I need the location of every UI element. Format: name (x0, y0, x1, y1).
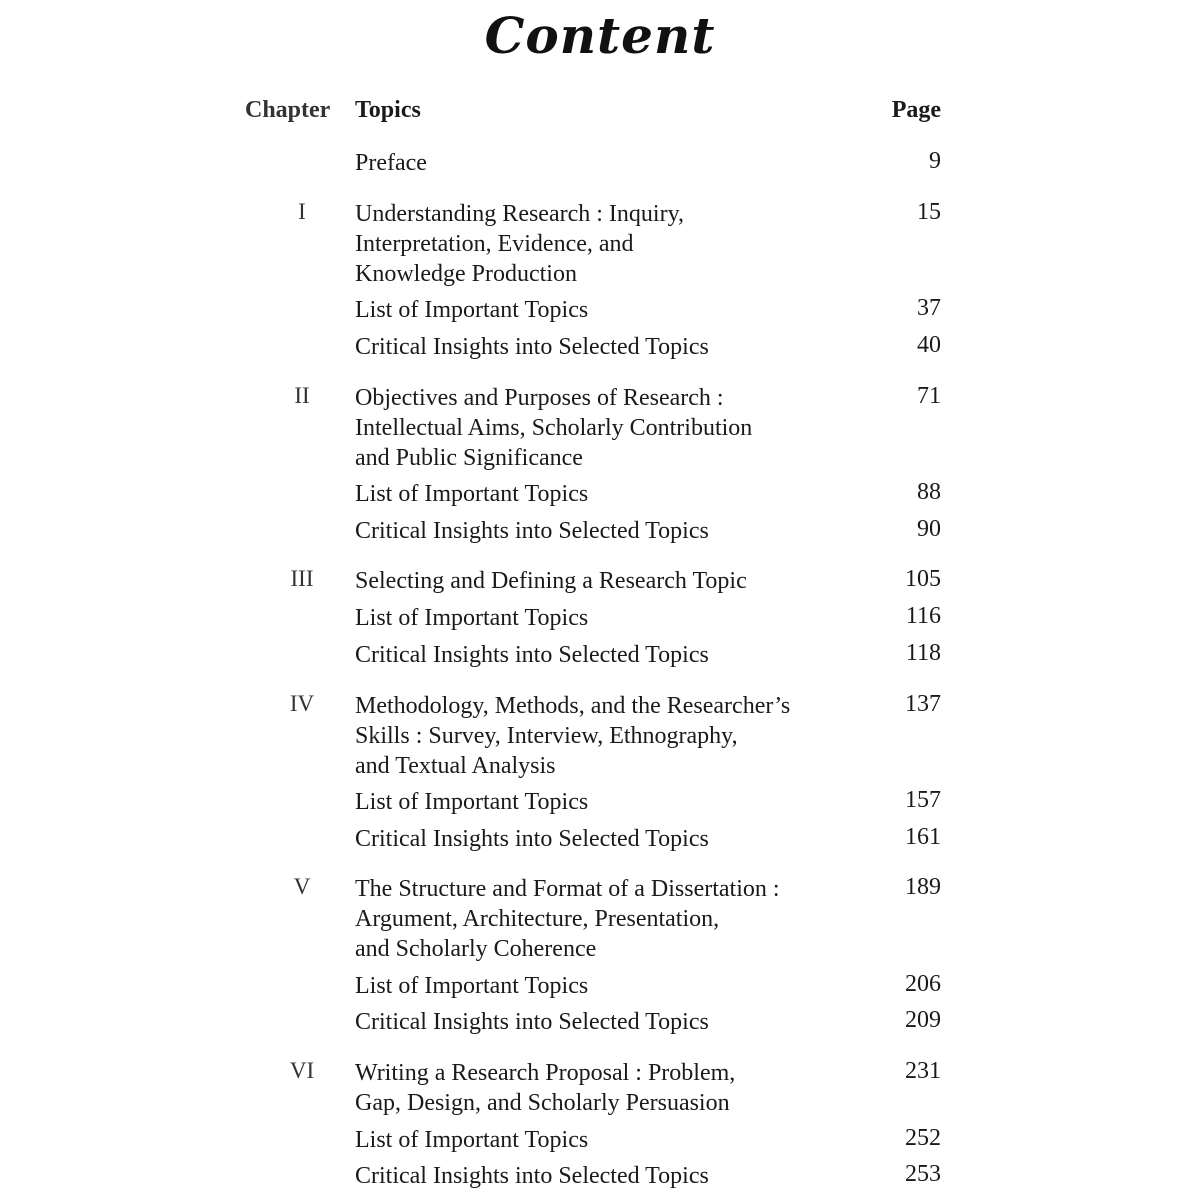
topic-title (355, 1161, 855, 1191)
toc-row (0, 295, 1200, 325)
topic-line: Argument, Architecture, Presentation, (355, 906, 720, 932)
topic-line: Objectives and Purposes of Research : (355, 385, 724, 411)
toc-row (0, 640, 1200, 670)
topic-title (355, 1007, 855, 1037)
chapter-number: III (290, 566, 314, 591)
toc-row (0, 148, 1200, 178)
page-number: 9 (929, 148, 941, 174)
page-number: 118 (905, 640, 941, 666)
toc-row (0, 1161, 1200, 1191)
page-number: 206 (905, 971, 941, 997)
page-number: 15 (917, 199, 941, 225)
topics-column-header: Topics (355, 97, 421, 123)
page-number: 231 (905, 1058, 941, 1084)
topic-line: and Scholarly Coherence (355, 936, 597, 962)
page-number: 71 (917, 383, 941, 409)
toc-row (0, 874, 1200, 962)
topic-line: Critical Insights into Selected Topics (355, 1163, 709, 1189)
toc-row (0, 1058, 1200, 1116)
topic-title (355, 295, 855, 325)
page-number: 157 (905, 787, 941, 813)
topic-line: List of Important Topics (355, 605, 589, 631)
topic-title (355, 824, 855, 854)
topic-line: List of Important Topics (355, 789, 589, 815)
topic-line: Gap, Design, and Scholarly Persuasion (355, 1090, 730, 1116)
topic-title (355, 874, 855, 964)
topic-title (355, 1125, 855, 1155)
topic-line: Understanding Research : Inquiry, (355, 201, 685, 227)
topic-line: Skills : Survey, Interview, Ethnography, (355, 723, 738, 749)
topic-title (355, 787, 855, 817)
chapter-column-header: Chapter (245, 97, 331, 123)
toc-row (0, 479, 1200, 509)
page-number: 116 (905, 603, 941, 629)
topic-line: List of Important Topics (355, 481, 589, 507)
toc-row (0, 787, 1200, 817)
chapter-number: IV (289, 691, 315, 716)
toc-header-row (0, 97, 1200, 127)
toc-row (0, 824, 1200, 854)
topic-line: The Structure and Format of a Dissertation : (355, 876, 780, 902)
toc-row (0, 566, 1200, 596)
topic-line: Methodology, Methods, and the Researcher’s (355, 693, 791, 719)
chapter-number: VI (289, 1058, 315, 1083)
topic-line: Intellectual Aims, Scholarly Contribution (355, 415, 753, 441)
chapter-number: V (293, 874, 311, 899)
topic-title (355, 148, 855, 178)
topic-line: and Textual Analysis (355, 753, 556, 779)
page-number: 37 (917, 295, 941, 321)
toc-row (0, 332, 1200, 362)
topic-line: List of Important Topics (355, 1127, 589, 1153)
topic-line: Writing a Research Proposal : Problem, (355, 1060, 736, 1086)
page-number: 105 (905, 566, 941, 592)
toc-row (0, 199, 1200, 287)
topic-title (355, 332, 855, 362)
topic-line: List of Important Topics (355, 973, 589, 999)
topic-line: Critical Insights into Selected Topics (355, 518, 709, 544)
chapter-number: II (294, 383, 310, 408)
topic-line: List of Important Topics (355, 297, 589, 323)
topic-title (355, 199, 855, 289)
topic-line: Interpretation, Evidence, and (355, 231, 634, 257)
topic-title (355, 516, 855, 546)
topic-line: Critical Insights into Selected Topics (355, 334, 709, 360)
topic-title (355, 1058, 855, 1118)
toc-row (0, 603, 1200, 633)
toc-row (0, 383, 1200, 471)
topic-title (355, 971, 855, 1001)
topic-line: Critical Insights into Selected Topics (355, 1009, 709, 1035)
topic-line: Selecting and Defining a Research Topic (355, 568, 747, 594)
topic-title (355, 383, 855, 473)
topic-line: Knowledge Production (355, 261, 577, 287)
topic-title (355, 566, 855, 596)
topic-line: Critical Insights into Selected Topics (355, 642, 709, 668)
topic-line: and Public Significance (355, 445, 583, 471)
topic-title (355, 603, 855, 633)
page-number: 40 (917, 332, 941, 358)
page-number: 137 (905, 691, 941, 717)
topic-title (355, 640, 855, 670)
page-number: 253 (905, 1161, 941, 1187)
page-number: 90 (917, 516, 941, 542)
topic-title (355, 691, 855, 781)
page-title: Content (484, 6, 716, 65)
topic-line: Preface (355, 150, 427, 176)
toc-row (0, 1007, 1200, 1037)
page-number: 209 (905, 1007, 941, 1033)
toc-row (0, 971, 1200, 1001)
page-number: 189 (905, 874, 941, 900)
toc-row (0, 691, 1200, 779)
topic-title (355, 479, 855, 509)
toc-row (0, 1125, 1200, 1155)
page-number: 88 (917, 479, 941, 505)
page-number: 252 (905, 1125, 941, 1151)
topic-line: Critical Insights into Selected Topics (355, 826, 709, 852)
page-column-header: Page (891, 97, 941, 123)
chapter-number: I (298, 199, 306, 224)
page-number: 161 (905, 824, 941, 850)
toc-row (0, 516, 1200, 546)
